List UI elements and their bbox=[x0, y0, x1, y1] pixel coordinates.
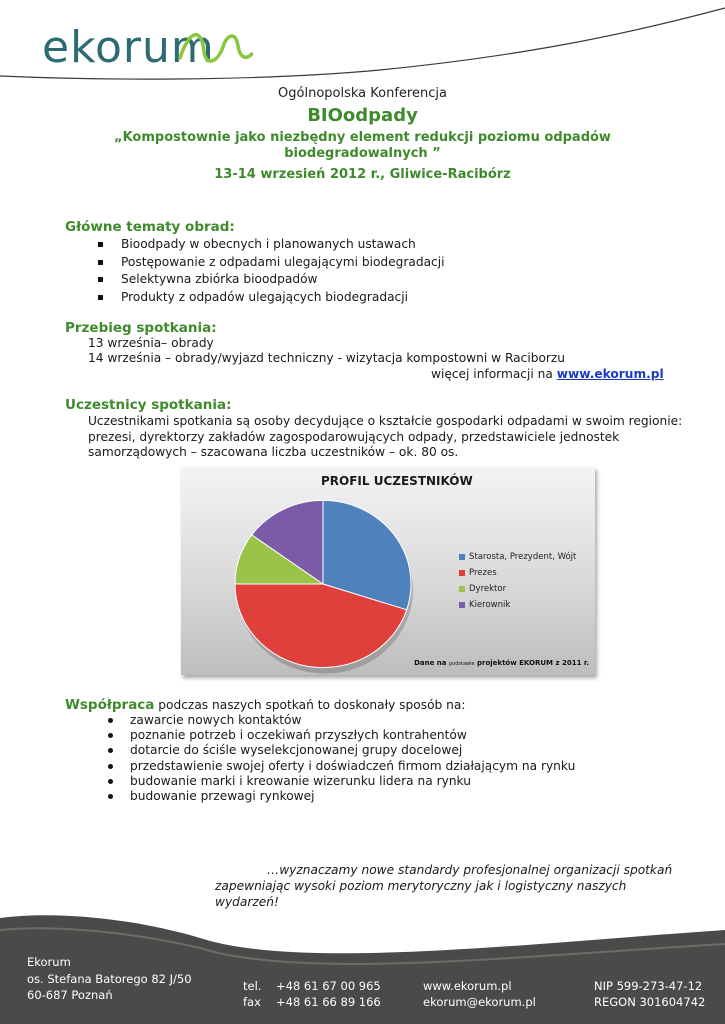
topics-list bbox=[98, 237, 445, 307]
footer-regon: REGON 301604742 bbox=[594, 995, 706, 1009]
cooperation-intro: Współpraca podczas naszych spotkań to doskonały sposób na: bbox=[65, 697, 466, 713]
list-item: przedstawienie swojej oferty i doświadczeń firmom działającym na rynku bbox=[108, 759, 575, 774]
legend-swatch bbox=[459, 570, 465, 576]
schedule-day-1: 13 września– obrady bbox=[88, 336, 214, 350]
list-item: zawarcie nowych kontaktów bbox=[108, 713, 575, 728]
schedule-day-2: 14 września – obrady/wyjazd techniczny - wizytacja kompostowni w Raciborzu bbox=[88, 351, 566, 365]
footer-tel: +48 61 67 00 965 bbox=[276, 979, 381, 993]
more-info: więcej informacji na www.ekorum.pl bbox=[431, 367, 664, 381]
legend-swatch bbox=[459, 586, 465, 592]
list-item: dotarcie do ściśle wyselekcjonowanej grupy docelowej bbox=[108, 743, 575, 758]
participants-heading: Uczestnicy spotkania: bbox=[65, 397, 232, 413]
footer-email[interactable]: ekorum@ekorum.pl bbox=[423, 995, 536, 1009]
footer-street: os. Stefana Batorego 82 J/50 bbox=[27, 972, 192, 986]
footer-fax: +48 61 66 89 166 bbox=[276, 995, 381, 1009]
chart-title: PROFIL UCZESTNIKÓW bbox=[321, 474, 473, 488]
footer-tel-label: tel. bbox=[243, 979, 262, 993]
conference-date: 13-14 wrzesień 2012 r., Gliwice-Racibórz bbox=[214, 167, 511, 182]
legend-item: Starosta, Prezydent, Wójt bbox=[459, 552, 576, 568]
list-item: Bioodpady w obecnych i planowanych ustawach bbox=[98, 237, 445, 255]
chart-legend bbox=[459, 552, 576, 616]
list-item: Selektywna zbiórka bioodpadów bbox=[98, 272, 445, 290]
closing-quote: …wyznaczamy nowe standardy profesjonalnej organizacji spotkań zapewniając wysoki poziom merytoryczny jak i logistyczny naszych wydarzeń! bbox=[215, 863, 673, 909]
list-item: budowanie przewagi rynkowej bbox=[108, 789, 575, 804]
list-item: budowanie marki i kreowanie wizerunku lidera na rynku bbox=[108, 774, 575, 789]
footer-www[interactable]: www.ekorum.pl bbox=[423, 979, 512, 993]
ekorum-logo: ekorum bbox=[42, 22, 215, 73]
list-item: Produkty z odpadów ulegających biodegradacji bbox=[98, 290, 445, 308]
legend-item: Dyrektor bbox=[459, 584, 576, 600]
participants-chart bbox=[181, 467, 595, 675]
chart-source-note: Dane na podstawie projektów EKORUM z 2011 r. bbox=[414, 659, 589, 667]
legend-item: Prezes bbox=[459, 568, 576, 584]
footer-nip: NIP 599-273-47-12 bbox=[594, 979, 703, 993]
legend-swatch bbox=[459, 554, 465, 560]
website-link[interactable]: www.ekorum.pl bbox=[556, 367, 664, 381]
logo-swirl-icon bbox=[178, 30, 253, 70]
participants-text: Uczestnikami spotkania są osoby decydujące o kształcie gospodarki odpadami w swoim regionie: prezesi, dyrektorzy zakładów zagospodarowujących odpady, przedstawiciele jednostek samorządowych – szacowana liczba uczestników – ok. 80 os. bbox=[88, 414, 683, 459]
footer-fax-label: fax bbox=[243, 995, 261, 1009]
legend-swatch bbox=[459, 602, 465, 608]
conference-title: BIOodpady bbox=[307, 105, 418, 126]
schedule-heading: Przebieg spotkania: bbox=[65, 320, 217, 336]
topics-heading: Główne tematy obrad: bbox=[65, 219, 235, 235]
legend-item: Kierownik bbox=[459, 600, 576, 616]
list-item: poznanie potrzeb i oczekiwań przyszłych kontrahentów bbox=[108, 728, 575, 743]
footer-company: Ekorum bbox=[27, 955, 71, 969]
footer-city: 60-687 Poznań bbox=[27, 988, 113, 1002]
conference-subtitle: „Kompostownie jako niezbędny element redukcji poziomu odpadów biodegradowalnych ” bbox=[114, 130, 611, 161]
list-item: Postępowanie z odpadami ulegającymi biodegradacji bbox=[98, 255, 445, 273]
cooperation-list bbox=[108, 713, 575, 804]
pie-chart bbox=[181, 467, 451, 675]
conference-line: Ogólnopolska Konferencja bbox=[278, 86, 447, 101]
